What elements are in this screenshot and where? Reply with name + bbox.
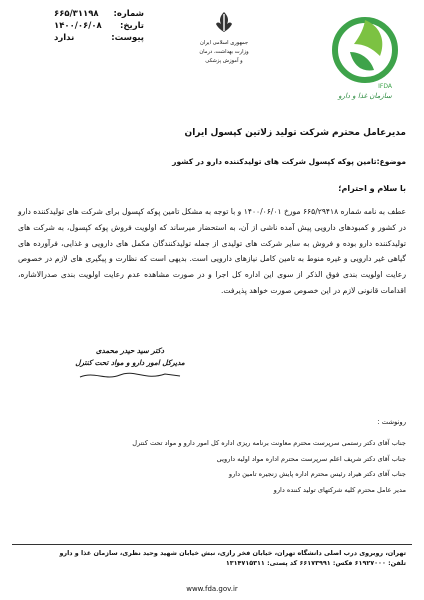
footer-divider (12, 544, 412, 545)
cc-list (40, 436, 406, 498)
emblem-line-3: و آموزش پزشکی (205, 58, 243, 64)
number-label: شماره: (113, 9, 144, 19)
cc-item: جناب آقای دکتر رستمی سرپرست محترم معاونت برنامه ریزی اداره کل امور دارو و مواد تحت کنترل (132, 439, 406, 447)
number-value: ۶۶۵/۳۱۱۹۸ (54, 9, 99, 19)
attachment-value: ندارد (54, 33, 75, 43)
cc-item: مدیر عامل محترم کلیه شرکتهای تولید کننده دارو (273, 485, 406, 494)
cc-item: جناب آقای دکتر شریف اعلم سرپرست محترم اداره مواد اولیه دارویی (216, 454, 406, 463)
ifda-abbr: IFDA (378, 83, 392, 90)
letter-body: عطف به نامه شماره ۶۶۵/۲۹۴۱۸ مورخ ۱۴۰۰/۰۶/۰۱ و با توجه به مشکل تامین پوکه کپسول برای شرکت های تولیدکننده دارو در کشور و کمبودهای دارویی پیش آمده ناشی از آن، به استحضار میرساند که اولویت فروش پوکه کپسول، به شرکت های تولیدکننده دارو بوده و فروش به سایر شرکت های تولیدی از جمله تولیدکنندگان مکمل های دارویی و غذایی، فرآورده های گیاهی غیر دارویی و غیره منوط به تامین کامل نیازهای دارویی است. بدیهی است که نظارت و پیگیری های لازم در خصوص رعایت اولویت بندی فوق الذکر از سوی این اداره کل اجرا و در صورت مشاهده عدم رعایت اولویت بندی صدرالاشاره، اقدامات قانونی لازم در این خصوص صورت خواهد پذیرفت. (18, 207, 406, 295)
emblem-line-2: وزارت بهداشت، درمان (199, 49, 249, 55)
footer-address: تهران، روبروی درب اصلی دانشگاه تهران، خیابان فخر رازی، نبش خیابان شهید وحید نظری، سازمان غذا و دارو (59, 549, 406, 557)
cc-item: جناب آقای دکتر هیراد رئیس محترم اداره پایش زنجیره تامین دارو (228, 470, 406, 478)
attachment-label: پیوست: (111, 33, 144, 43)
subject-line: موضوع:تامین پوکه کپسول شرکت های تولیدکننده دارو در کشور (172, 157, 406, 166)
ifda-logo-text: سازمان غذا و دارو (338, 92, 392, 100)
signature-block (60, 345, 200, 387)
emblem-line-1: جمهوری اسلامی ایران (199, 40, 249, 46)
cc-title: رونوشت : (377, 418, 406, 426)
emblem-icon (213, 10, 235, 34)
signature-name: دکتر سید حیدر محمدی (95, 346, 165, 355)
footer-phones: تلفن: ۶۱۹۲۷۰۰۰ فکس: ۶۶۱۷۳۹۹۱ کد پستی: ۱۳۱۴۷۱۵۳۱۱ (225, 559, 406, 567)
letter-meta (54, 8, 144, 44)
ifda-logo-icon (320, 8, 410, 98)
footer-url[interactable]: www.fda.gov.ir (186, 585, 238, 593)
date-value: ۱۴۰۰/۰۶/۰۸ (54, 21, 102, 31)
iran-emblem (198, 10, 250, 65)
date-label: تاریخ: (120, 21, 144, 31)
signature-title: مدیرکل امور دارو و مواد تحت کنترل (75, 358, 185, 367)
ifda-logo (320, 8, 410, 100)
footer (18, 548, 406, 568)
greeting: با سلام و احترام؛ (338, 184, 406, 193)
signature-scribble (75, 369, 185, 383)
recipient-line: مدیرعامل محترم شرکت تولید زلاتین کپسول ایران (184, 128, 406, 138)
